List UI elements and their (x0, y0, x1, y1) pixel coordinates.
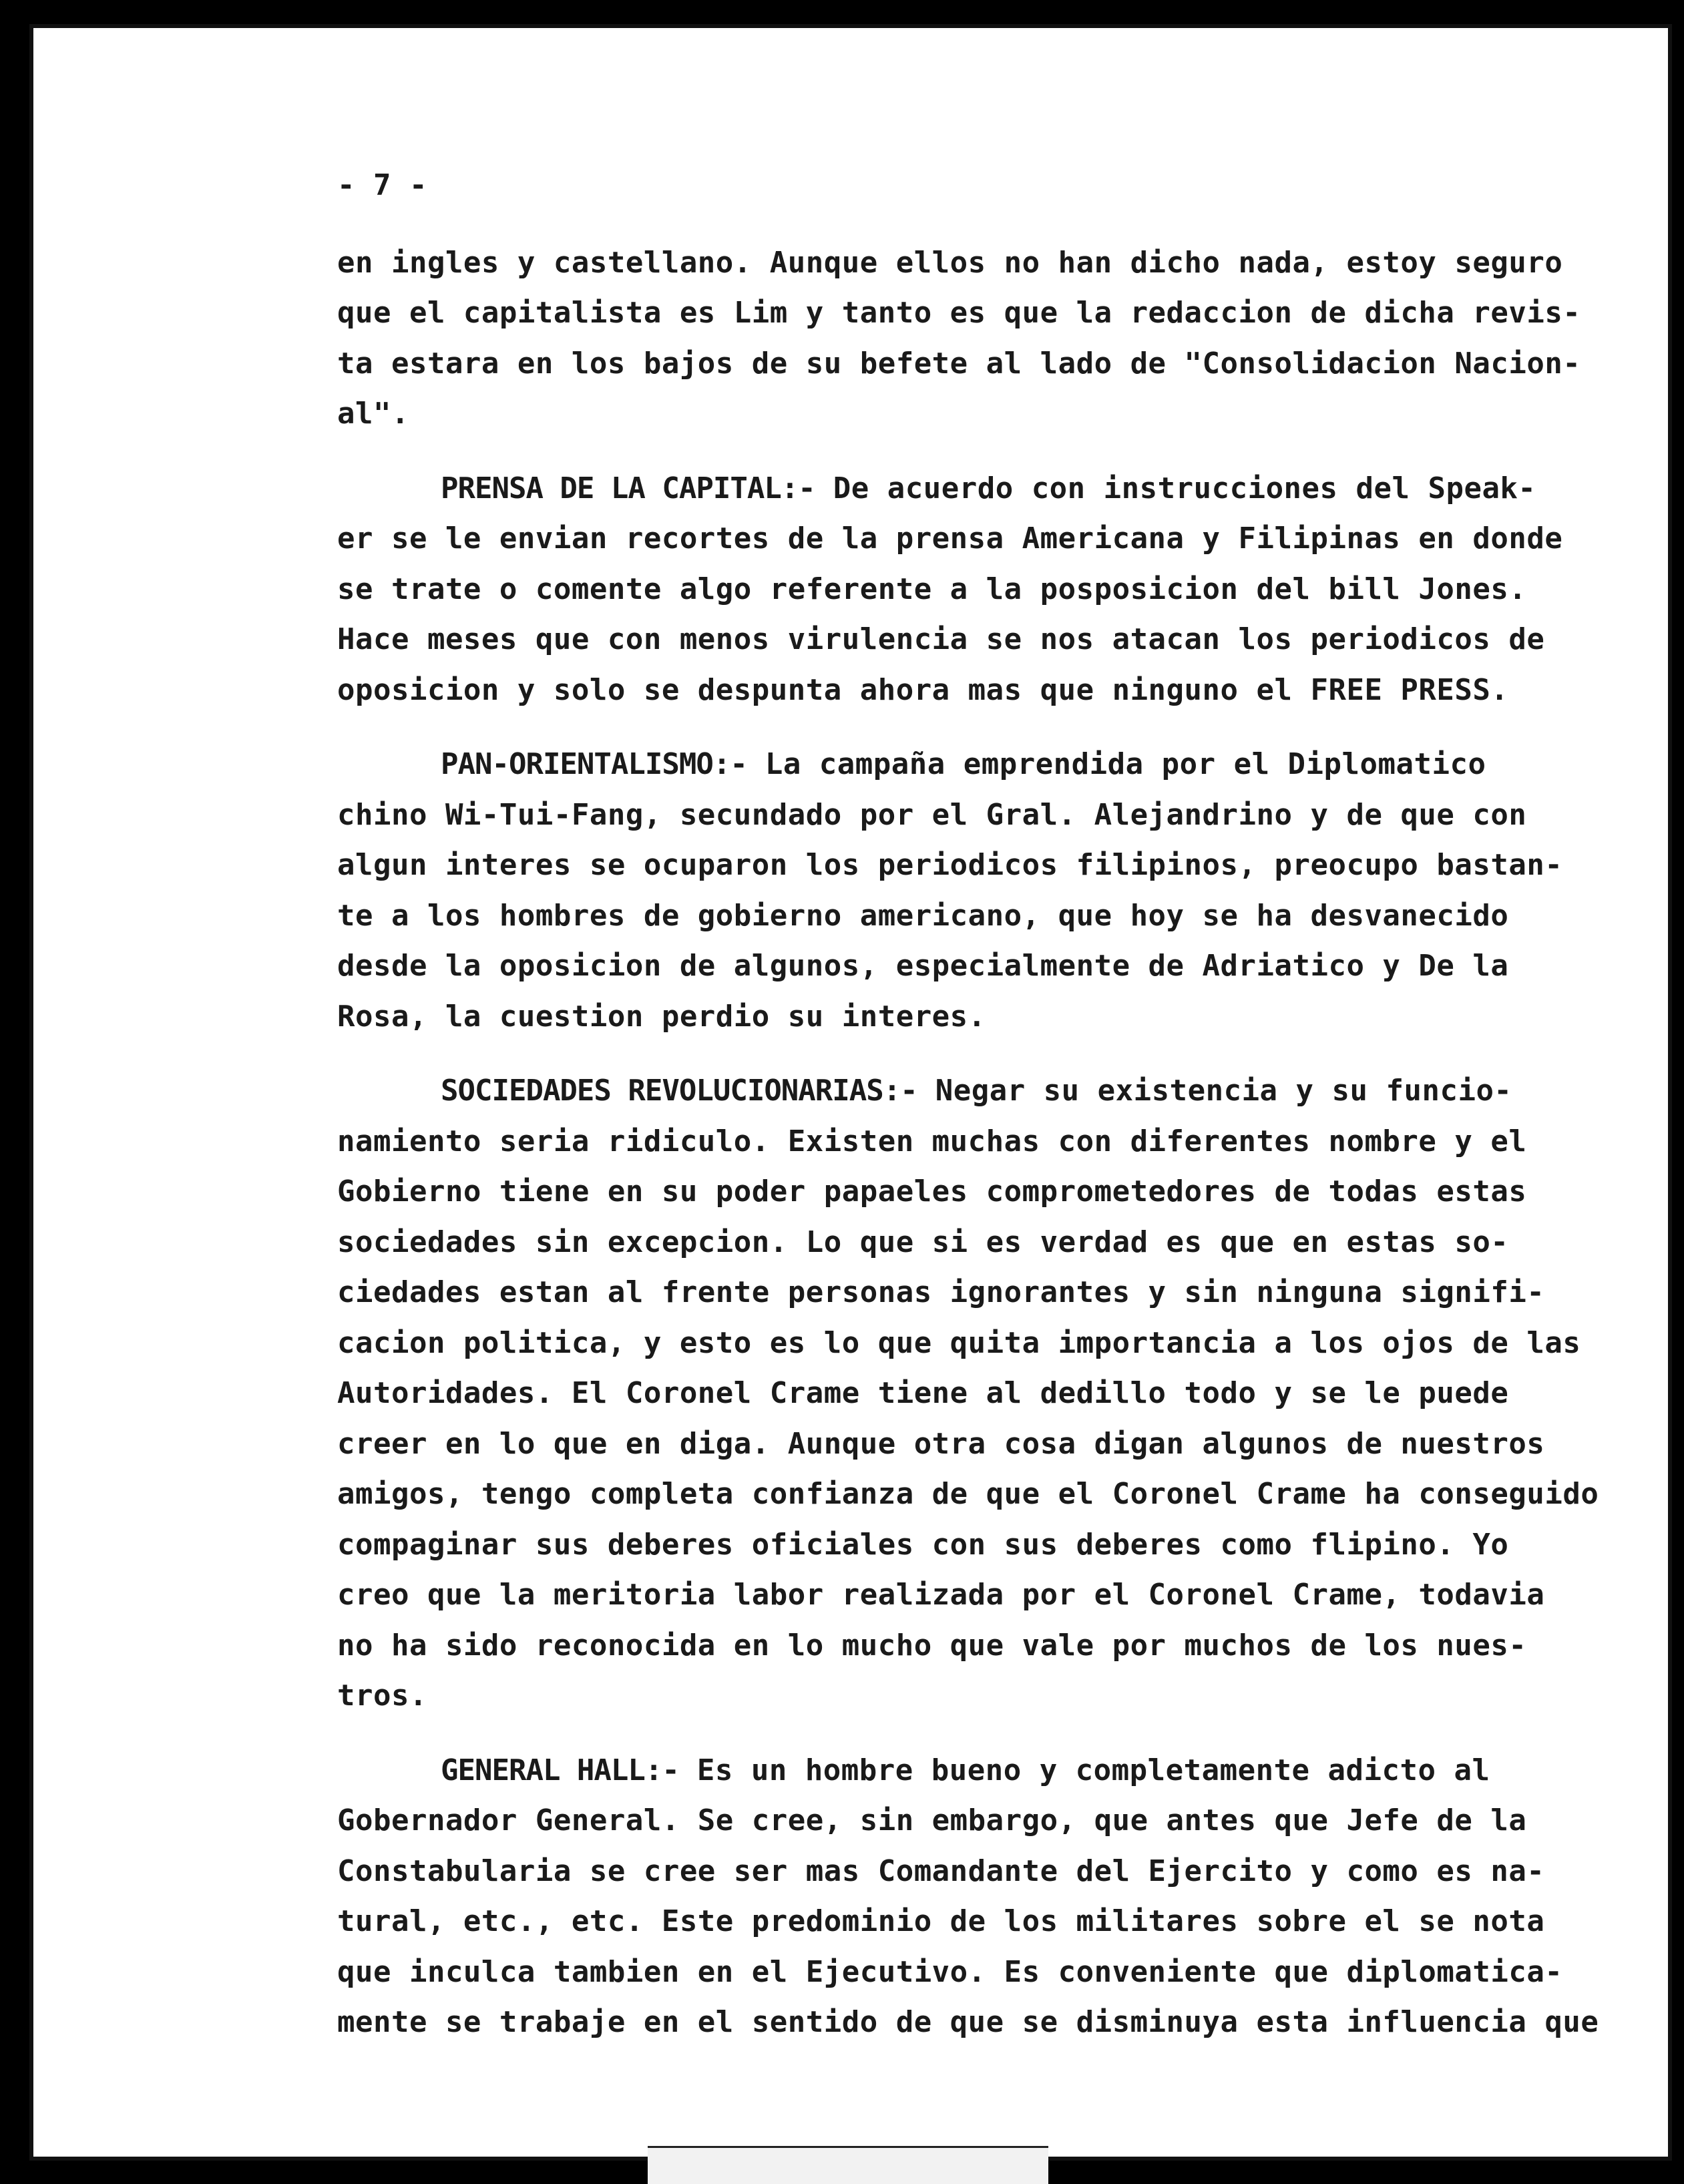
text-line-content: La campaña emprendida por el Diplomatico (765, 747, 1486, 781)
text-line: Gobernador General. Se cree, sin embargo, que antes que Jefe de la (337, 1803, 1527, 1837)
text-line: amigos, tengo completa confianza de que el Coronel Crame ha conseguido (337, 1477, 1599, 1511)
section-heading: PAN-ORIENTALISMO:- (441, 747, 747, 781)
text-line-content: Es un hombre bueno y completamente adicto al (696, 1753, 1490, 1787)
text-line: ta estara en los bajos de su befete al lado de "Consolidacion Nacion- (337, 346, 1581, 381)
text-line: oposicion y solo se despunta ahora mas que ninguno el FREE PRESS. (337, 672, 1509, 707)
text-line: Gobierno tiene en su poder papaeles comprometedores de todas estas (337, 1174, 1527, 1209)
text-line: algun interes se ocuparon los periodicos filipinos, preocupo bastan- (337, 848, 1563, 882)
text-line: chino Wi-Tui-Fang, secundado por el Gral. Alejandrino y de que con (337, 797, 1527, 832)
paragraph (337, 238, 1581, 439)
text-line: Autoridades. El Coronel Crame tiene al dedillo todo y se le puede (337, 1376, 1509, 1410)
text-line: Constabularia se cree ser mas Comandante del Ejercito y como es na- (337, 1853, 1545, 1888)
text-line: no ha sido reconocida en lo mucho que vale por muchos de los nues- (337, 1628, 1527, 1663)
section-heading: PRENSA DE LA CAPITAL:- (441, 471, 815, 505)
text-line-content: Negar su existencia y su funcio- (935, 1074, 1512, 1108)
text-line: en ingles y castellano. Aunque ellos no han dicho nada, estoy seguro (337, 245, 1563, 280)
text-line: tros. (337, 1679, 427, 1713)
section-heading: GENERAL HALL:- (441, 1753, 679, 1787)
paragraph (337, 1066, 1599, 1721)
text-line: ciedades estan al frente personas ignorantes y sin ninguna signifi- (337, 1275, 1545, 1309)
text-line: que el capitalista es Lim y tanto es que la redaccion de dicha revis- (337, 296, 1581, 330)
text-line (337, 1745, 1559, 1796)
text-line: compaginar sus deberes oficiales con sus deberes como flipino. Yo (337, 1527, 1509, 1562)
text-line: cacion politica, y esto es lo que quita importancia a los ojos de las (337, 1325, 1581, 1360)
text-line-content: De acuerdo con instrucciones del Speak- (833, 471, 1536, 505)
text-line: Rosa, la cuestion perdio su interes. (337, 999, 986, 1034)
paragraph (337, 739, 1563, 1042)
text-line: creer en lo que en diga. Aunque otra cosa digan algunos de nuestros (337, 1426, 1545, 1461)
text-line: se trate o comente algo referente a la posposicion del bill Jones. (337, 572, 1527, 606)
paragraph (337, 1745, 1599, 2048)
text-line: que inculca tambien en el Ejecutivo. Es conveniente que diplomatica- (337, 1954, 1563, 1989)
paragraph (337, 463, 1563, 716)
text-line (337, 739, 1559, 790)
text-line: er se le envian recortes de la prensa Americana y Filipinas en donde (337, 521, 1563, 556)
text-line: Hace meses que con menos virulencia se nos atacan los periodicos de (337, 622, 1545, 656)
text-line: tural, etc., etc. Este predominio de los militares sobre el se nota (337, 1904, 1545, 1938)
section-heading: SOCIEDADES REVOLUCIONARIAS:- (441, 1074, 917, 1108)
text-line: creo que la meritoria labor realizada por el Coronel Crame, todavia (337, 1578, 1545, 1612)
text-line (337, 463, 1559, 514)
scan-tab (648, 2146, 1048, 2184)
text-line: desde la oposicion de algunos, especialmente de Adriatico y De la (337, 949, 1509, 983)
text-line: mente se trabaje en el sentido de que se disminuya esta influencia que (337, 2005, 1599, 2039)
text-line: te a los hombres de gobierno americano, que hoy se ha desvanecido (337, 898, 1509, 933)
text-line: al". (337, 397, 409, 431)
scan-border (1672, 0, 1684, 2182)
text-line: sociedades sin excepcion. Lo que si es verdad es que en estas so- (337, 1225, 1509, 1259)
text-line (337, 1066, 1559, 1116)
typewritten-text (337, 160, 1599, 2072)
page-number: - 7 - (337, 168, 427, 202)
text-line: namiento seria ridiculo. Existen muchas con diferentes nombre y el (337, 1124, 1527, 1158)
